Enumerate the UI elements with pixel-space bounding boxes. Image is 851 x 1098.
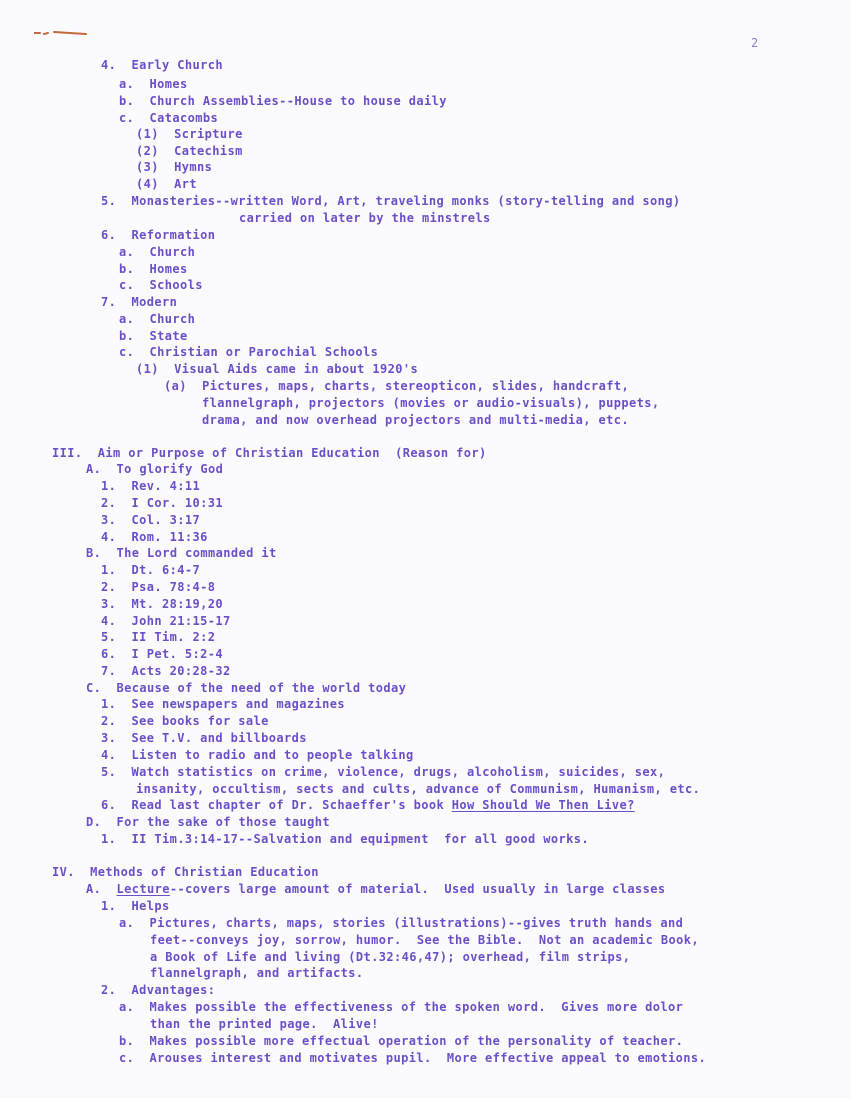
- outline-line: [202, 396, 659, 410]
- outline-line: [239, 211, 491, 225]
- outline-line: [101, 614, 231, 628]
- outline-line: [101, 496, 223, 510]
- line-text: 1. Rev. 4:11: [101, 479, 201, 493]
- line-text: a. Church: [119, 245, 196, 259]
- line-text: C. Because of the need of the world today: [86, 681, 407, 695]
- outline-line: [202, 413, 629, 427]
- line-text: (4) Art: [136, 177, 197, 191]
- line-text: (2) Catechism: [136, 144, 243, 158]
- outline-line: [101, 697, 345, 711]
- line-text: 5. II Tim. 2:2: [101, 630, 216, 644]
- outline-line: [101, 714, 269, 728]
- line-text: 5. Monasteries--written Word, Art, traveling monks (story-telling and song): [101, 194, 681, 208]
- line-text: insanity, occultism, sects and cults, advance of Communism, Humanism, etc.: [136, 782, 701, 796]
- line-text: 3. Col. 3:17: [101, 513, 201, 527]
- line-text: 6. Reformation: [101, 228, 216, 242]
- outline-line: [136, 160, 212, 174]
- outline-line: [101, 228, 215, 242]
- underlined-text: Lecture: [116, 882, 170, 896]
- outline-line: [119, 1051, 706, 1065]
- line-text: c. Christian or Parochial Schools: [119, 345, 379, 359]
- outline-line: [119, 1000, 683, 1014]
- line-text: 7. Modern: [101, 295, 178, 309]
- page-number: 2: [751, 36, 759, 50]
- line-text: 4. Listen to radio and to people talking: [101, 748, 414, 762]
- line-text: 4. John 21:15-17: [101, 614, 231, 628]
- line-text: IV. Methods of Christian Education: [52, 865, 319, 879]
- line-text: b. Homes: [119, 262, 188, 276]
- outline-line: [101, 597, 223, 611]
- outline-line: [136, 362, 418, 376]
- line-text: 2. I Cor. 10:31: [101, 496, 223, 510]
- outline-line: [101, 647, 223, 661]
- outline-line: [101, 530, 208, 544]
- line-text: a Book of Life and living (Dt.32:46,47); overhead, film strips,: [150, 950, 631, 964]
- line-text: A.: [86, 882, 117, 896]
- outline-line: [136, 782, 700, 796]
- outline-line: [86, 462, 223, 476]
- line-text: 3. See T.V. and billboards: [101, 731, 307, 745]
- outline-line: [150, 933, 699, 947]
- line-text: 5. Watch statistics on crime, violence, drugs, alcoholism, suicides, sex,: [101, 765, 666, 779]
- line-text: a. Homes: [119, 77, 188, 91]
- line-text: 2. See books for sale: [101, 714, 269, 728]
- outline-line: [101, 479, 200, 493]
- outline-line: [101, 748, 414, 762]
- outline-line: [101, 580, 215, 594]
- line-text: feet--conveys joy, sorrow, humor. See the Bible. Not an academic Book,: [150, 933, 699, 947]
- line-text: 7. Acts 20:28-32: [101, 664, 231, 678]
- outline-line: [101, 58, 223, 72]
- line-text: 4. Early Church: [101, 58, 223, 72]
- outline-line: [150, 1017, 379, 1031]
- line-text: 2. Advantages:: [101, 983, 216, 997]
- line-text: carried on later by the minstrels: [239, 211, 491, 225]
- outline-line: [119, 1034, 683, 1048]
- outline-line: [101, 513, 200, 527]
- outline-line: [86, 546, 277, 560]
- line-text: 1. II Tim.3:14-17--Salvation and equipment for all good works.: [101, 832, 589, 846]
- line-text: c. Arouses interest and motivates pupil. More effective appeal to emotions.: [119, 1051, 707, 1065]
- line-text: a. Pictures, charts, maps, stories (illustrations)--gives truth hands and: [119, 916, 684, 930]
- outline-line: [150, 950, 630, 964]
- line-text: b. Makes possible more effectual operation of the personality of teacher.: [119, 1034, 684, 1048]
- line-text: A. To glorify God: [86, 462, 224, 476]
- outline-line: [101, 563, 200, 577]
- outline-line: [119, 262, 188, 276]
- outline-line: [136, 127, 243, 141]
- outline-line: [52, 446, 487, 460]
- line-text: a. Church: [119, 312, 196, 326]
- outline-line: [119, 245, 195, 259]
- line-text: 1. See newspapers and magazines: [101, 697, 345, 711]
- outline-line: [101, 664, 231, 678]
- line-text: 1. Dt. 6:4-7: [101, 563, 201, 577]
- line-text: c. Schools: [119, 278, 203, 292]
- outline-line: [86, 882, 665, 896]
- outline-line: [164, 379, 629, 393]
- outline-line: [119, 916, 683, 930]
- outline-line: [119, 345, 378, 359]
- outline-line: [101, 630, 215, 644]
- outline-line: [136, 177, 197, 191]
- line-text: (3) Hymns: [136, 160, 213, 174]
- outline-line: [119, 312, 195, 326]
- outline-line: [119, 94, 447, 108]
- line-text: III. Aim or Purpose of Christian Education (Reason for): [52, 446, 487, 460]
- underlined-text: How Should We Then Live?: [451, 798, 635, 812]
- line-text: D. For the sake of those taught: [86, 815, 330, 829]
- line-text-rest: --covers large amount of material. Used usually in large classes: [169, 882, 666, 896]
- line-text: a. Makes possible the effectiveness of the spoken word. Gives more dolor: [119, 1000, 684, 1014]
- line-text: b. Church Assemblies--House to house daily: [119, 94, 447, 108]
- line-text: (1) Scripture: [136, 127, 243, 141]
- outline-line: [52, 865, 319, 879]
- line-text: 3. Mt. 28:19,20: [101, 597, 223, 611]
- line-text: flannelgraph, and artifacts.: [150, 966, 364, 980]
- outline-line: [150, 966, 364, 980]
- ink-mark: [34, 30, 88, 36]
- outline-line: [136, 144, 243, 158]
- outline-line: [101, 983, 215, 997]
- line-text: 4. Rom. 11:36: [101, 530, 208, 544]
- outline-line: [119, 77, 188, 91]
- outline-line: [101, 295, 177, 309]
- outline-line: [101, 731, 307, 745]
- line-text: b. State: [119, 329, 188, 343]
- outline-line: [101, 798, 635, 812]
- line-text: 6. Read last chapter of Dr. Schaeffer's book: [101, 798, 452, 812]
- outline-line: [119, 278, 203, 292]
- outline-line: [119, 111, 218, 125]
- outline-line: [119, 329, 188, 343]
- outline-line: [86, 815, 330, 829]
- line-text: c. Catacombs: [119, 111, 219, 125]
- line-text: B. The Lord commanded it: [86, 546, 277, 560]
- line-text: drama, and now overhead projectors and multi-media, etc.: [202, 413, 629, 427]
- outline-line: [101, 899, 170, 913]
- outline-line: [101, 832, 589, 846]
- outline-line: [86, 681, 406, 695]
- outline-line: [101, 194, 680, 208]
- outline-line: [101, 765, 665, 779]
- line-text: 2. Psa. 78:4-8: [101, 580, 216, 594]
- line-text: 1. Helps: [101, 899, 170, 913]
- line-text: flannelgraph, projectors (movies or audio-visuals), puppets,: [202, 396, 660, 410]
- line-text: 6. I Pet. 5:2-4: [101, 647, 223, 661]
- line-text: than the printed page. Alive!: [150, 1017, 379, 1031]
- line-text: (a) Pictures, maps, charts, stereopticon, slides, handcraft,: [164, 379, 630, 393]
- line-text: (1) Visual Aids came in about 1920's: [136, 362, 419, 376]
